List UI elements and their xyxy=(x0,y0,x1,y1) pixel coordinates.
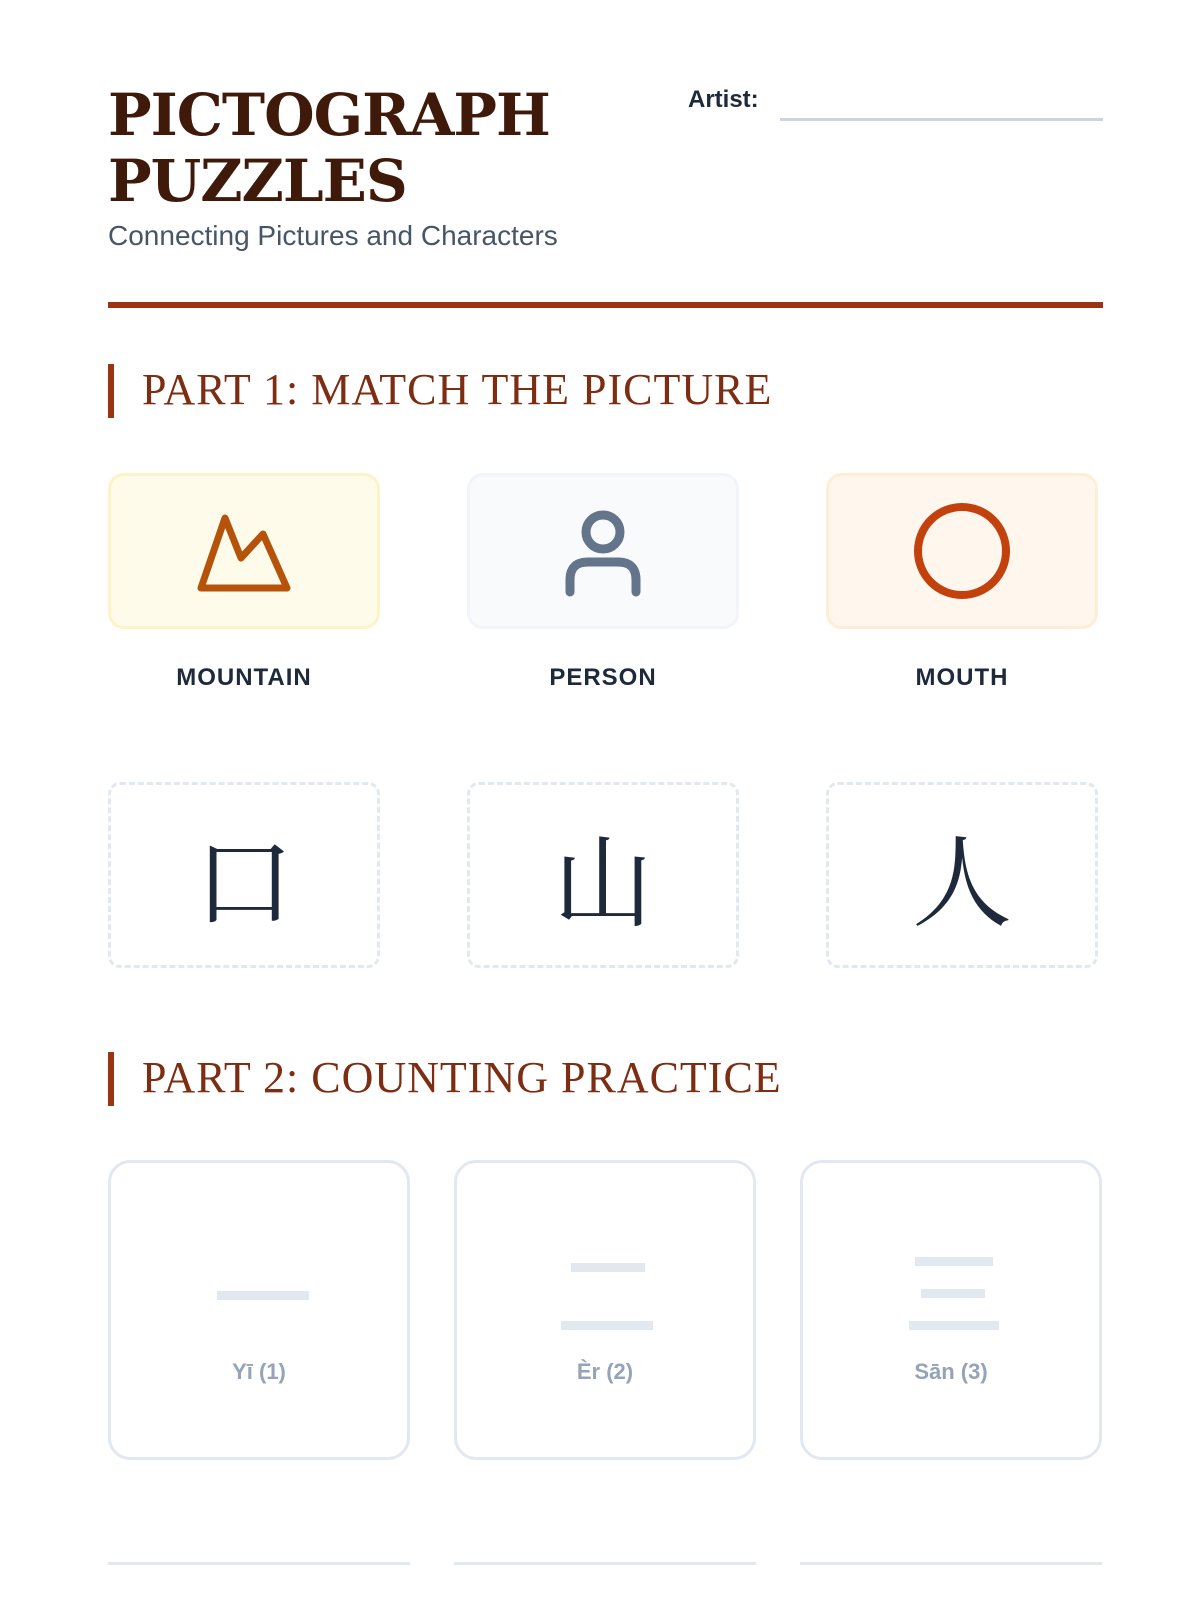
writing-line[interactable] xyxy=(800,1562,1102,1565)
stroke-line xyxy=(561,1321,653,1330)
worksheet-title: PICTOGRAPH PUZZLES xyxy=(108,81,550,215)
character-card-kou[interactable] xyxy=(108,782,380,968)
circle-mouth-icon xyxy=(907,496,1017,606)
worksheet-subtitle: Connecting Pictures and Characters xyxy=(108,220,558,251)
mountain-icon xyxy=(189,496,299,606)
artist-label: Artist: xyxy=(688,86,759,113)
counting-label-three: Sān (3) xyxy=(914,1359,988,1384)
character-shan: 山 xyxy=(553,825,653,942)
part2-title: PART 2: COUNTING PRACTICE xyxy=(142,1053,782,1102)
picture-card-mountain[interactable] xyxy=(108,473,380,629)
character-ren: 人 xyxy=(912,825,1012,942)
stroke-line xyxy=(571,1263,645,1272)
stroke-line xyxy=(915,1257,993,1266)
picture-label-person: PERSON xyxy=(549,664,657,691)
counting-label-two: Èr (2) xyxy=(576,1359,634,1384)
character-card-ren[interactable] xyxy=(826,782,1098,968)
counting-card-one[interactable] xyxy=(108,1160,410,1460)
person-icon xyxy=(548,496,658,606)
picture-label-mountain: MOUNTAIN xyxy=(176,664,312,691)
picture-card-person[interactable] xyxy=(467,473,739,629)
section-accent-bar xyxy=(108,364,114,418)
counting-card-two[interactable] xyxy=(454,1160,756,1460)
artist-name-line[interactable] xyxy=(780,118,1103,121)
writing-line[interactable] xyxy=(108,1562,410,1565)
character-kou: 口 xyxy=(194,825,294,942)
section-accent-bar xyxy=(108,1052,114,1106)
picture-label-mouth: MOUTH xyxy=(915,664,1009,691)
stroke-line xyxy=(217,1291,309,1300)
header-divider xyxy=(108,302,1103,308)
character-card-shan[interactable] xyxy=(467,782,739,968)
counting-label-one: Yī (1) xyxy=(232,1359,286,1384)
stroke-line xyxy=(909,1321,999,1330)
picture-card-mouth[interactable] xyxy=(826,473,1098,629)
part1-title: PART 1: MATCH THE PICTURE xyxy=(142,365,773,414)
counting-card-three[interactable] xyxy=(800,1160,1102,1460)
writing-line[interactable] xyxy=(454,1562,756,1565)
stroke-line xyxy=(921,1289,985,1298)
